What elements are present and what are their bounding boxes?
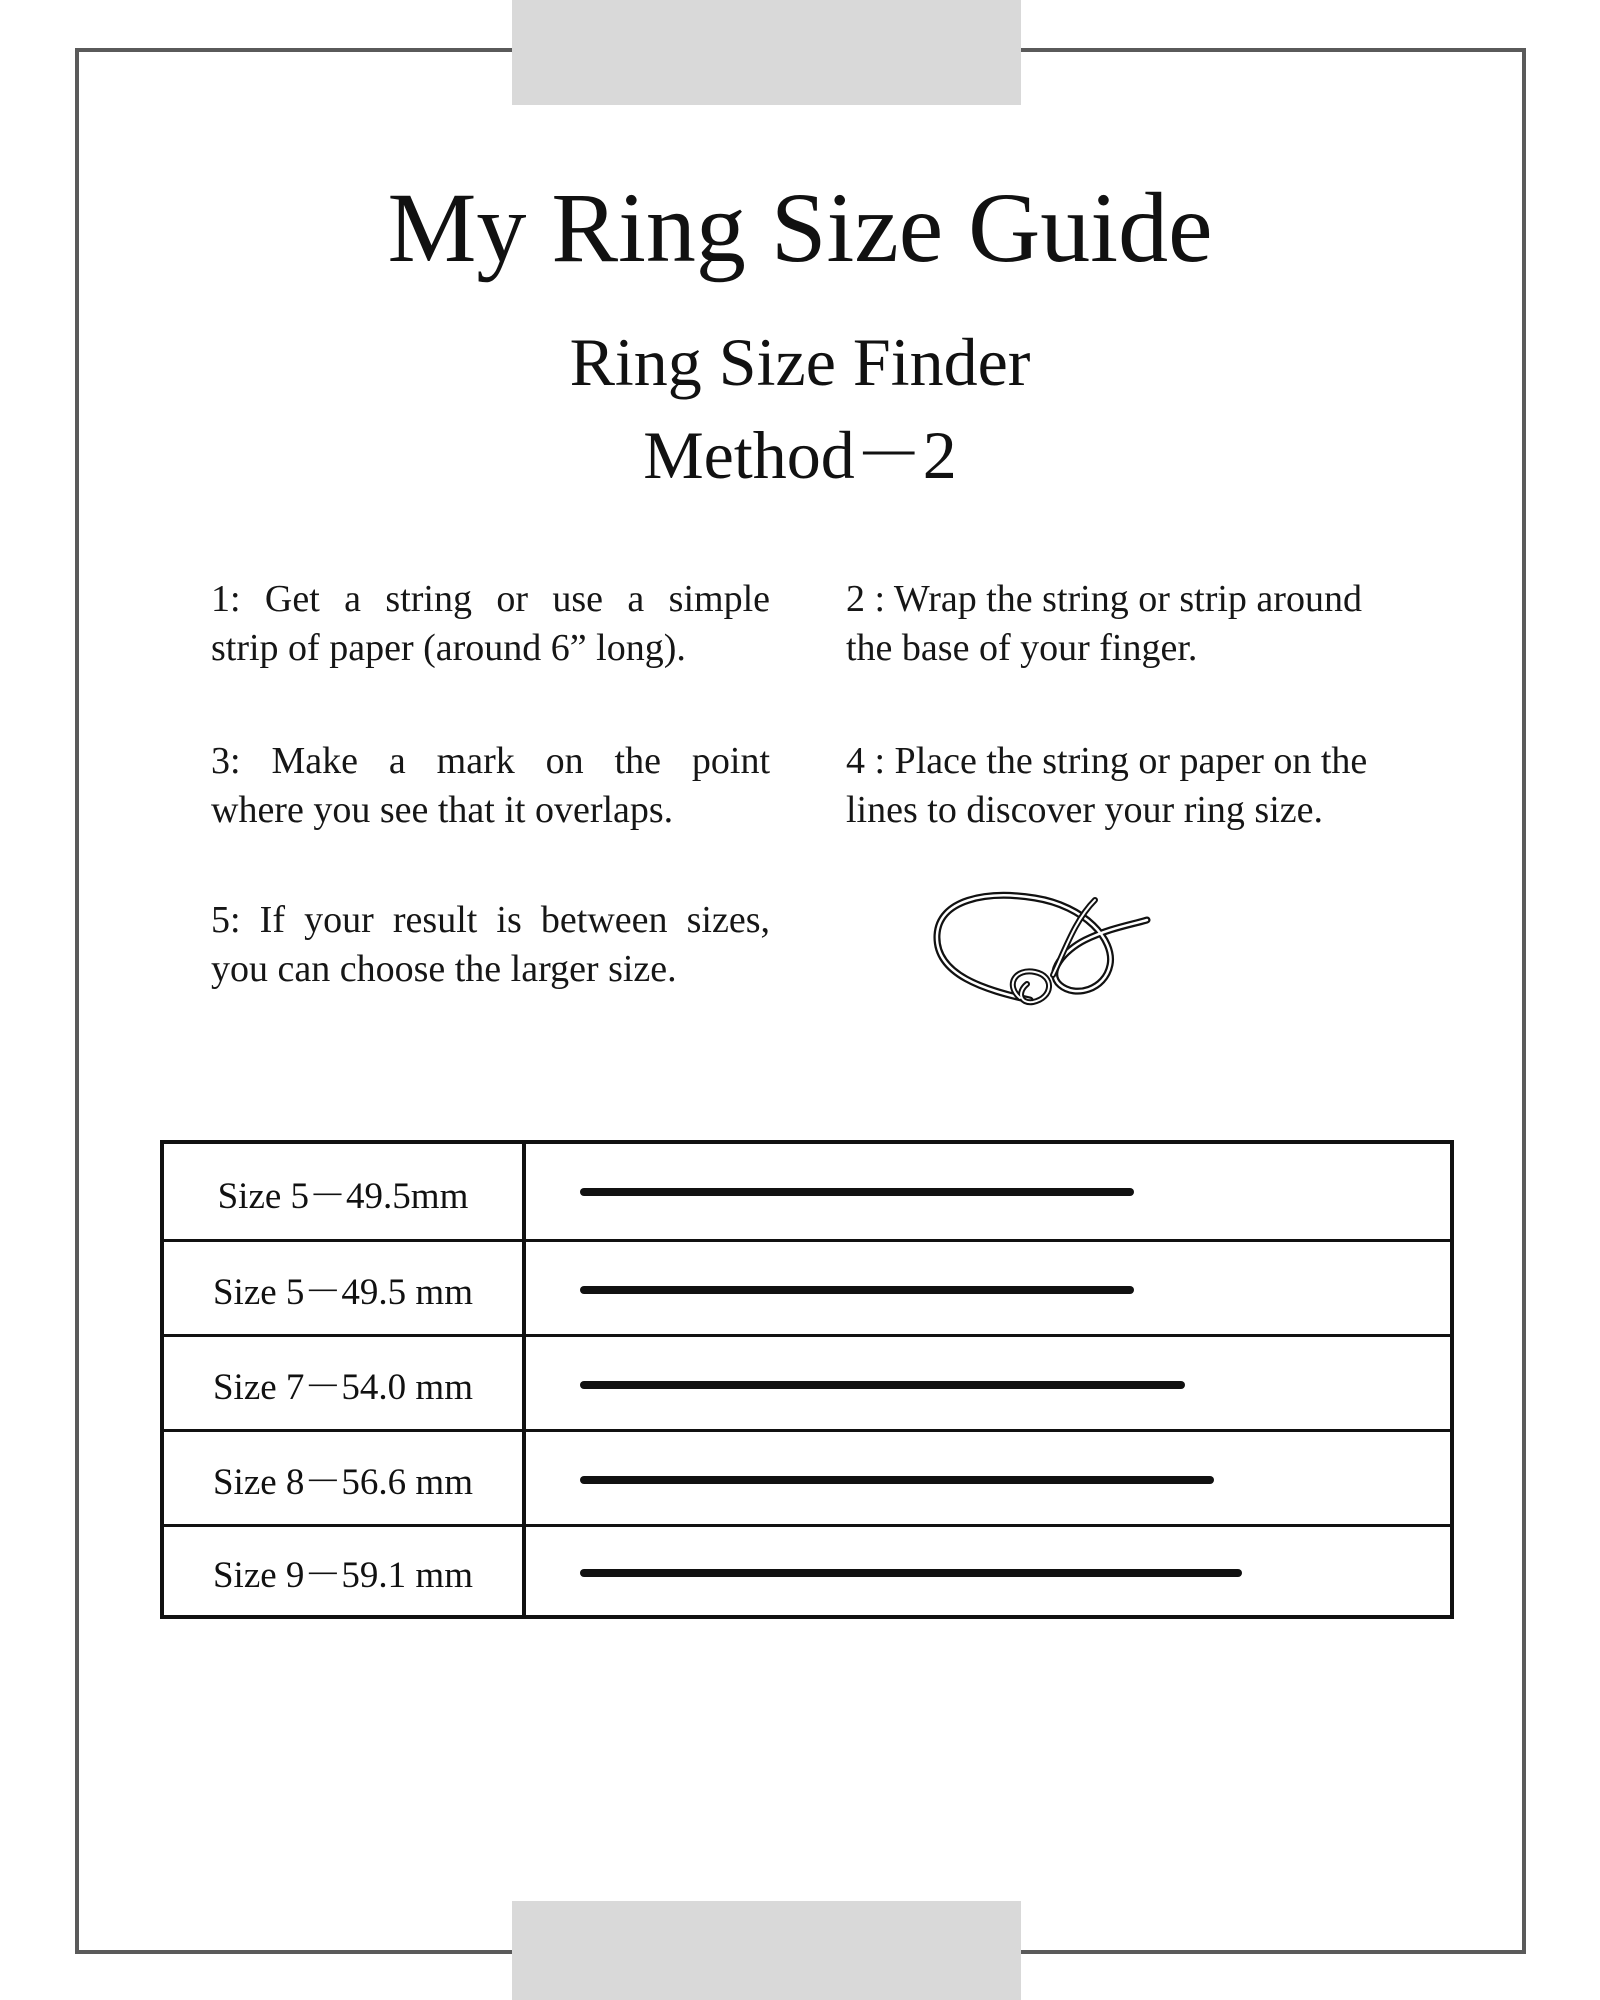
size-line — [580, 1569, 1242, 1577]
table-row — [164, 1429, 1450, 1524]
step-2-line-2: the base of your finger. — [846, 627, 1198, 669]
step-5-line-2: you can choose the larger size. — [211, 948, 677, 990]
size-label: Size 9－59.1 mm — [164, 1527, 526, 1615]
step-5 — [211, 896, 770, 994]
table-row — [164, 1334, 1450, 1429]
step-2 — [846, 575, 1406, 673]
bottom-tab-decoration — [512, 1901, 1021, 2000]
step-4 — [846, 737, 1406, 835]
ring-size-table — [160, 1140, 1454, 1619]
top-tab-decoration — [512, 0, 1021, 105]
string-loop-icon — [925, 880, 1155, 1010]
step-2-line-1: 2 : Wrap the string or strip around — [846, 578, 1362, 620]
step-1-line-1: 1: Get a string or use a simple — [211, 578, 770, 620]
step-5-line-1: 5: If your result is between sizes, — [211, 899, 770, 941]
step-3-line-1: 3: Make a mark on the point — [211, 740, 770, 782]
size-line — [580, 1286, 1134, 1294]
step-1 — [211, 575, 770, 673]
size-line — [580, 1188, 1134, 1196]
size-label: Size 8－56.6 mm — [164, 1432, 526, 1524]
page-title: My Ring Size Guide — [387, 172, 1213, 283]
page-subtitle: Ring Size Finder — [569, 324, 1031, 400]
step-4-line-2: lines to discover your ring size. — [846, 789, 1324, 831]
size-line — [580, 1381, 1185, 1389]
step-4-line-1: 4 : Place the string or paper on the — [846, 740, 1368, 782]
table-row — [164, 1239, 1450, 1334]
size-label: Size 7－54.0 mm — [164, 1337, 526, 1429]
step-3-line-2: where you see that it overlaps. — [211, 789, 674, 831]
size-label: Size 5－49.5 mm — [164, 1242, 526, 1334]
size-line — [580, 1476, 1214, 1484]
size-label: Size 5－49.5mm — [164, 1144, 526, 1239]
method-label: Method－2 — [643, 417, 957, 493]
table-row — [164, 1144, 1450, 1239]
table-row — [164, 1524, 1450, 1615]
step-1-line-2: strip of paper (around 6” long). — [211, 627, 686, 669]
step-3 — [211, 737, 770, 835]
